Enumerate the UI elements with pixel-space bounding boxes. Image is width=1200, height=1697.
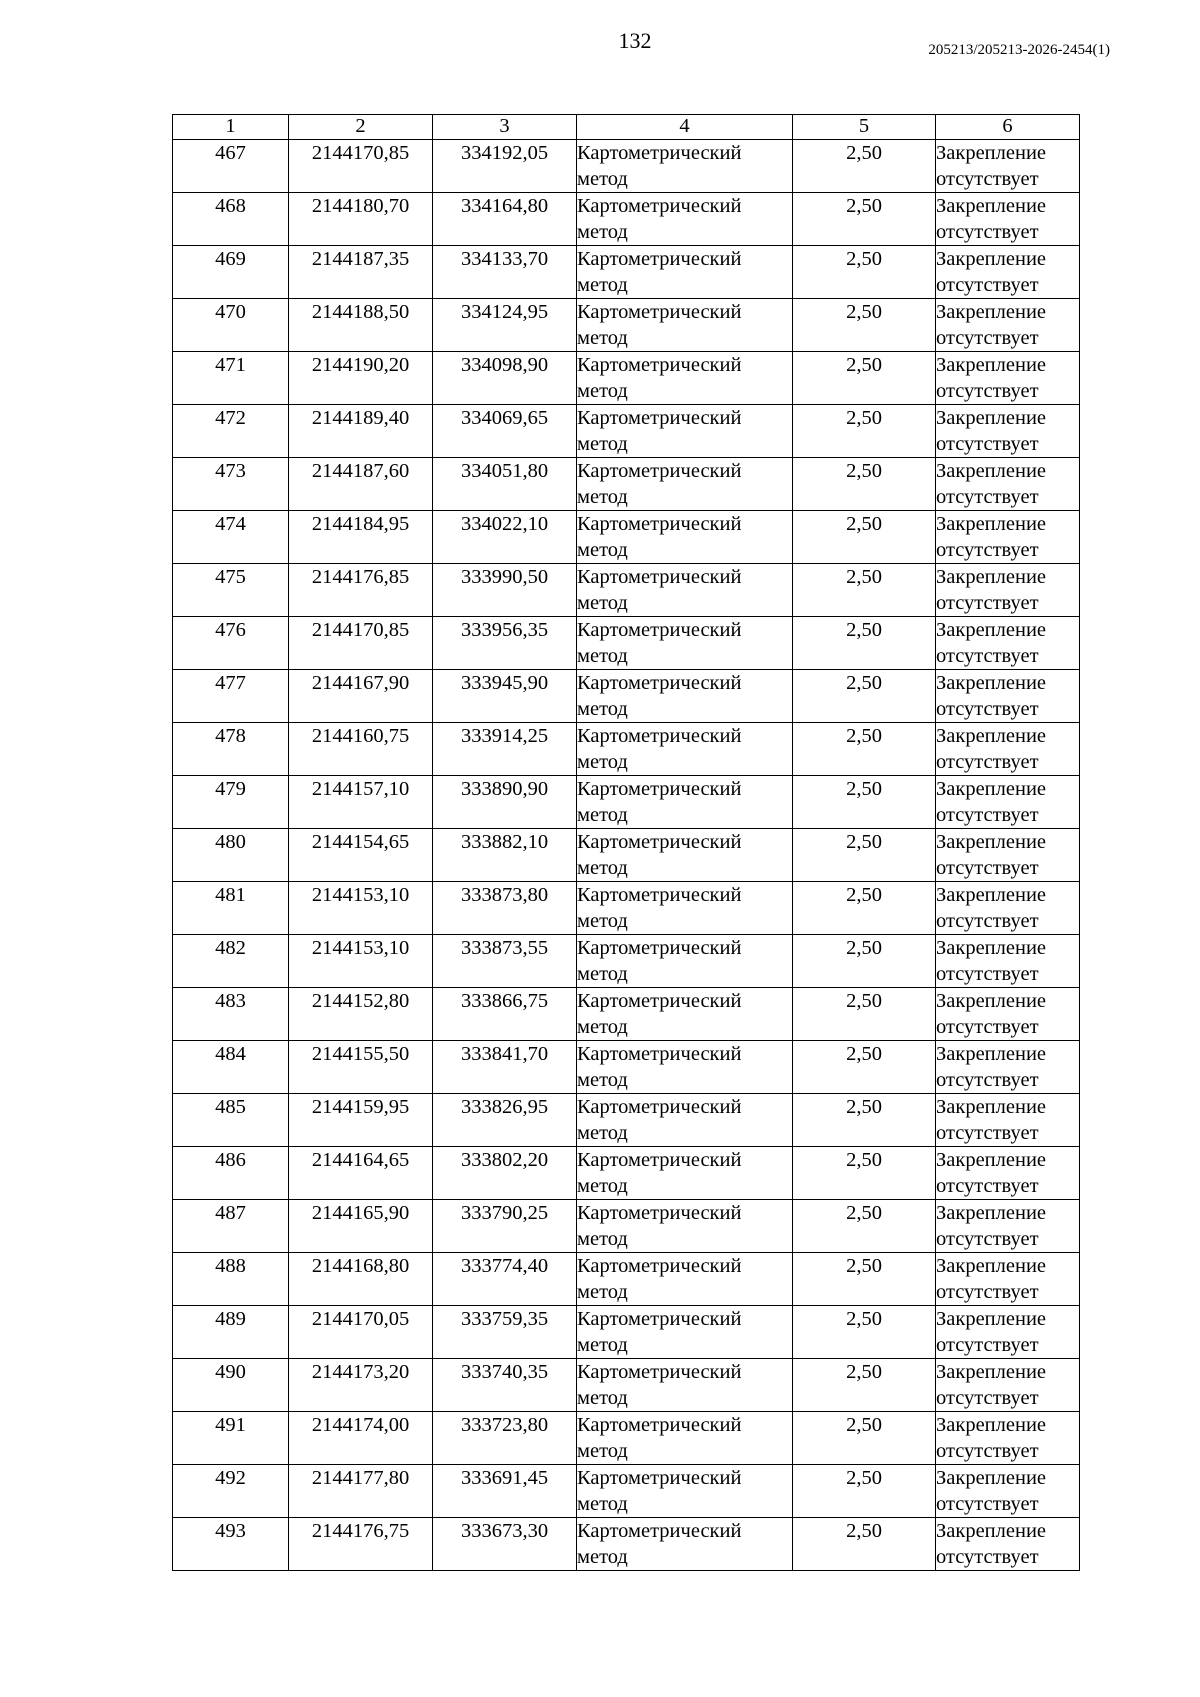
fixation-description-cell: Закрепление отсутствует xyxy=(936,988,1080,1041)
table-row xyxy=(173,140,1080,193)
accuracy-cell: 2,50 xyxy=(793,882,936,935)
x-coordinate-cell: 2144184,95 xyxy=(289,511,433,564)
method-cell: Картометрический метод xyxy=(577,564,793,617)
point-number-cell: 483 xyxy=(173,988,289,1041)
accuracy-cell: 2,50 xyxy=(793,246,936,299)
point-number-cell: 471 xyxy=(173,352,289,405)
table-row xyxy=(173,458,1080,511)
method-cell: Картометрический метод xyxy=(577,193,793,246)
accuracy-cell: 2,50 xyxy=(793,776,936,829)
accuracy-cell: 2,50 xyxy=(793,1359,936,1412)
x-coordinate-cell: 2144168,80 xyxy=(289,1253,433,1306)
accuracy-cell: 2,50 xyxy=(793,1147,936,1200)
fixation-description-cell: Закрепление отсутствует xyxy=(936,1200,1080,1253)
table-row xyxy=(173,1359,1080,1412)
fixation-description-cell: Закрепление отсутствует xyxy=(936,1359,1080,1412)
table-row xyxy=(173,564,1080,617)
fixation-description-cell: Закрепление отсутствует xyxy=(936,617,1080,670)
y-coordinate-cell: 333841,70 xyxy=(433,1041,577,1094)
x-coordinate-cell: 2144157,10 xyxy=(289,776,433,829)
method-cell: Картометрический метод xyxy=(577,1253,793,1306)
fixation-description-cell: Закрепление отсутствует xyxy=(936,1041,1080,1094)
method-cell: Картометрический метод xyxy=(577,723,793,776)
fixation-description-cell: Закрепление отсутствует xyxy=(936,564,1080,617)
fixation-description-cell: Закрепление отсутствует xyxy=(936,299,1080,352)
x-coordinate-cell: 2144174,00 xyxy=(289,1412,433,1465)
accuracy-cell: 2,50 xyxy=(793,988,936,1041)
table-row xyxy=(173,1518,1080,1571)
method-cell: Картометрический метод xyxy=(577,617,793,670)
point-number-cell: 491 xyxy=(173,1412,289,1465)
y-coordinate-cell: 333873,55 xyxy=(433,935,577,988)
table-row xyxy=(173,352,1080,405)
fixation-description-cell: Закрепление отсутствует xyxy=(936,1412,1080,1465)
table-row xyxy=(173,935,1080,988)
method-cell: Картометрический метод xyxy=(577,405,793,458)
y-coordinate-cell: 333956,35 xyxy=(433,617,577,670)
fixation-description-cell: Закрепление отсутствует xyxy=(936,776,1080,829)
method-cell: Картометрический метод xyxy=(577,829,793,882)
y-coordinate-cell: 334124,95 xyxy=(433,299,577,352)
y-coordinate-cell: 333790,25 xyxy=(433,1200,577,1253)
column-header-6: 6 xyxy=(936,115,1080,140)
fixation-description-cell: Закрепление отсутствует xyxy=(936,670,1080,723)
table-row xyxy=(173,723,1080,776)
accuracy-cell: 2,50 xyxy=(793,511,936,564)
fixation-description-cell: Закрепление отсутствует xyxy=(936,1518,1080,1571)
accuracy-cell: 2,50 xyxy=(793,1465,936,1518)
point-number-cell: 476 xyxy=(173,617,289,670)
accuracy-cell: 2,50 xyxy=(793,458,936,511)
table-row xyxy=(173,511,1080,564)
table-row xyxy=(173,405,1080,458)
method-cell: Картометрический метод xyxy=(577,246,793,299)
x-coordinate-cell: 2144187,60 xyxy=(289,458,433,511)
accuracy-cell: 2,50 xyxy=(793,1094,936,1147)
x-coordinate-cell: 2144187,35 xyxy=(289,246,433,299)
y-coordinate-cell: 333882,10 xyxy=(433,829,577,882)
table-row xyxy=(173,1147,1080,1200)
x-coordinate-cell: 2144180,70 xyxy=(289,193,433,246)
point-number-cell: 479 xyxy=(173,776,289,829)
fixation-description-cell: Закрепление отсутствует xyxy=(936,1147,1080,1200)
point-number-cell: 468 xyxy=(173,193,289,246)
accuracy-cell: 2,50 xyxy=(793,1041,936,1094)
y-coordinate-cell: 333673,30 xyxy=(433,1518,577,1571)
method-cell: Картометрический метод xyxy=(577,1094,793,1147)
y-coordinate-cell: 333914,25 xyxy=(433,723,577,776)
column-header-5: 5 xyxy=(793,115,936,140)
y-coordinate-cell: 334051,80 xyxy=(433,458,577,511)
accuracy-cell: 2,50 xyxy=(793,564,936,617)
y-coordinate-cell: 333990,50 xyxy=(433,564,577,617)
accuracy-cell: 2,50 xyxy=(793,299,936,352)
accuracy-cell: 2,50 xyxy=(793,617,936,670)
accuracy-cell: 2,50 xyxy=(793,1253,936,1306)
method-cell: Картометрический метод xyxy=(577,1359,793,1412)
x-coordinate-cell: 2144152,80 xyxy=(289,988,433,1041)
x-coordinate-cell: 2144154,65 xyxy=(289,829,433,882)
table-row xyxy=(173,882,1080,935)
column-header-1: 1 xyxy=(173,115,289,140)
x-coordinate-cell: 2144188,50 xyxy=(289,299,433,352)
point-number-cell: 469 xyxy=(173,246,289,299)
accuracy-cell: 2,50 xyxy=(793,1200,936,1253)
table-row xyxy=(173,617,1080,670)
y-coordinate-cell: 334098,90 xyxy=(433,352,577,405)
table-row xyxy=(173,1253,1080,1306)
method-cell: Картометрический метод xyxy=(577,1147,793,1200)
y-coordinate-cell: 333826,95 xyxy=(433,1094,577,1147)
accuracy-cell: 2,50 xyxy=(793,723,936,776)
point-number-cell: 487 xyxy=(173,1200,289,1253)
y-coordinate-cell: 333890,90 xyxy=(433,776,577,829)
method-cell: Картометрический метод xyxy=(577,1465,793,1518)
fixation-description-cell: Закрепление отсутствует xyxy=(936,140,1080,193)
table-row xyxy=(173,988,1080,1041)
method-cell: Картометрический метод xyxy=(577,511,793,564)
fixation-description-cell: Закрепление отсутствует xyxy=(936,458,1080,511)
method-cell: Картометрический метод xyxy=(577,1412,793,1465)
x-coordinate-cell: 2144159,95 xyxy=(289,1094,433,1147)
method-cell: Картометрический метод xyxy=(577,140,793,193)
x-coordinate-cell: 2144153,10 xyxy=(289,935,433,988)
x-coordinate-cell: 2144190,20 xyxy=(289,352,433,405)
point-number-cell: 480 xyxy=(173,829,289,882)
point-number-cell: 481 xyxy=(173,882,289,935)
y-coordinate-cell: 333802,20 xyxy=(433,1147,577,1200)
fixation-description-cell: Закрепление отсутствует xyxy=(936,405,1080,458)
method-cell: Картометрический метод xyxy=(577,1306,793,1359)
x-coordinate-cell: 2144165,90 xyxy=(289,1200,433,1253)
point-number-cell: 492 xyxy=(173,1465,289,1518)
table-row xyxy=(173,193,1080,246)
point-number-cell: 484 xyxy=(173,1041,289,1094)
fixation-description-cell: Закрепление отсутствует xyxy=(936,1094,1080,1147)
y-coordinate-cell: 334069,65 xyxy=(433,405,577,458)
fixation-description-cell: Закрепление отсутствует xyxy=(936,1465,1080,1518)
point-number-cell: 490 xyxy=(173,1359,289,1412)
y-coordinate-cell: 334192,05 xyxy=(433,140,577,193)
y-coordinate-cell: 333774,40 xyxy=(433,1253,577,1306)
table-row xyxy=(173,1094,1080,1147)
x-coordinate-cell: 2144155,50 xyxy=(289,1041,433,1094)
y-coordinate-cell: 334164,80 xyxy=(433,193,577,246)
point-number-cell: 472 xyxy=(173,405,289,458)
coordinates-table xyxy=(172,114,1080,1571)
accuracy-cell: 2,50 xyxy=(793,193,936,246)
table-row xyxy=(173,246,1080,299)
page-number: 132 xyxy=(618,28,652,53)
y-coordinate-cell: 333691,45 xyxy=(433,1465,577,1518)
x-coordinate-cell: 2144176,75 xyxy=(289,1518,433,1571)
fixation-description-cell: Закрепление отсутствует xyxy=(936,1306,1080,1359)
fixation-description-cell: Закрепление отсутствует xyxy=(936,1253,1080,1306)
x-coordinate-cell: 2144170,05 xyxy=(289,1306,433,1359)
table-header-row xyxy=(173,115,1080,140)
x-coordinate-cell: 2144177,80 xyxy=(289,1465,433,1518)
y-coordinate-cell: 333873,80 xyxy=(433,882,577,935)
x-coordinate-cell: 2144189,40 xyxy=(289,405,433,458)
fixation-description-cell: Закрепление отсутствует xyxy=(936,882,1080,935)
method-cell: Картометрический метод xyxy=(577,352,793,405)
table-row xyxy=(173,829,1080,882)
accuracy-cell: 2,50 xyxy=(793,405,936,458)
x-coordinate-cell: 2144170,85 xyxy=(289,617,433,670)
method-cell: Картометрический метод xyxy=(577,299,793,352)
table-row xyxy=(173,1412,1080,1465)
column-header-3: 3 xyxy=(433,115,577,140)
y-coordinate-cell: 334133,70 xyxy=(433,246,577,299)
x-coordinate-cell: 2144164,65 xyxy=(289,1147,433,1200)
table-row xyxy=(173,1041,1080,1094)
method-cell: Картометрический метод xyxy=(577,1041,793,1094)
y-coordinate-cell: 333723,80 xyxy=(433,1412,577,1465)
method-cell: Картометрический метод xyxy=(577,458,793,511)
point-number-cell: 467 xyxy=(173,140,289,193)
point-number-cell: 478 xyxy=(173,723,289,776)
fixation-description-cell: Закрепление отсутствует xyxy=(936,935,1080,988)
fixation-description-cell: Закрепление отсутствует xyxy=(936,352,1080,405)
table-body xyxy=(173,140,1080,1571)
column-header-2: 2 xyxy=(289,115,433,140)
accuracy-cell: 2,50 xyxy=(793,935,936,988)
document-reference: 205213/205213-2026-2454(1) xyxy=(928,42,1110,58)
y-coordinate-cell: 333740,35 xyxy=(433,1359,577,1412)
accuracy-cell: 2,50 xyxy=(793,352,936,405)
y-coordinate-cell: 333945,90 xyxy=(433,670,577,723)
point-number-cell: 486 xyxy=(173,1147,289,1200)
point-number-cell: 477 xyxy=(173,670,289,723)
point-number-cell: 482 xyxy=(173,935,289,988)
point-number-cell: 488 xyxy=(173,1253,289,1306)
x-coordinate-cell: 2144167,90 xyxy=(289,670,433,723)
fixation-description-cell: Закрепление отсутствует xyxy=(936,829,1080,882)
x-coordinate-cell: 2144170,85 xyxy=(289,140,433,193)
accuracy-cell: 2,50 xyxy=(793,1412,936,1465)
point-number-cell: 473 xyxy=(173,458,289,511)
point-number-cell: 470 xyxy=(173,299,289,352)
point-number-cell: 475 xyxy=(173,564,289,617)
point-number-cell: 474 xyxy=(173,511,289,564)
accuracy-cell: 2,50 xyxy=(793,670,936,723)
point-number-cell: 493 xyxy=(173,1518,289,1571)
y-coordinate-cell: 334022,10 xyxy=(433,511,577,564)
table-row xyxy=(173,670,1080,723)
fixation-description-cell: Закрепление отсутствует xyxy=(936,723,1080,776)
accuracy-cell: 2,50 xyxy=(793,829,936,882)
table-row xyxy=(173,776,1080,829)
table-row xyxy=(173,1306,1080,1359)
point-number-cell: 489 xyxy=(173,1306,289,1359)
column-header-4: 4 xyxy=(577,115,793,140)
y-coordinate-cell: 333866,75 xyxy=(433,988,577,1041)
point-number-cell: 485 xyxy=(173,1094,289,1147)
fixation-description-cell: Закрепление отсутствует xyxy=(936,193,1080,246)
accuracy-cell: 2,50 xyxy=(793,140,936,193)
accuracy-cell: 2,50 xyxy=(793,1306,936,1359)
x-coordinate-cell: 2144176,85 xyxy=(289,564,433,617)
method-cell: Картометрический метод xyxy=(577,935,793,988)
accuracy-cell: 2,50 xyxy=(793,1518,936,1571)
x-coordinate-cell: 2144153,10 xyxy=(289,882,433,935)
table-row xyxy=(173,299,1080,352)
fixation-description-cell: Закрепление отсутствует xyxy=(936,246,1080,299)
method-cell: Картометрический метод xyxy=(577,776,793,829)
x-coordinate-cell: 2144160,75 xyxy=(289,723,433,776)
method-cell: Картометрический метод xyxy=(577,1200,793,1253)
table-row xyxy=(173,1200,1080,1253)
fixation-description-cell: Закрепление отсутствует xyxy=(936,511,1080,564)
method-cell: Картометрический метод xyxy=(577,1518,793,1571)
method-cell: Картометрический метод xyxy=(577,988,793,1041)
y-coordinate-cell: 333759,35 xyxy=(433,1306,577,1359)
x-coordinate-cell: 2144173,20 xyxy=(289,1359,433,1412)
method-cell: Картометрический метод xyxy=(577,882,793,935)
table-row xyxy=(173,1465,1080,1518)
method-cell: Картометрический метод xyxy=(577,670,793,723)
